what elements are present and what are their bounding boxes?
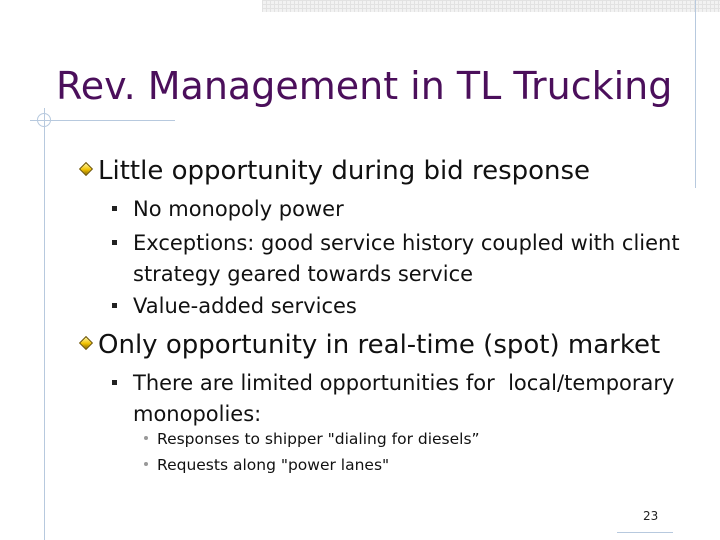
diamond-bullet-icon [80, 163, 92, 175]
title-underline [30, 120, 175, 121]
sub-list-item-text: Requests along "power lanes" [157, 456, 390, 474]
header-grid-decoration [262, 0, 720, 12]
sub-list-item [144, 454, 389, 476]
bullet-section-1 [80, 155, 590, 187]
bullet-section-2-text: Only opportunity in real-time (spot) market [98, 330, 661, 360]
left-divider-line [44, 108, 45, 540]
diamond-bullet-icon [80, 337, 92, 349]
dot-bullet-icon [144, 436, 148, 440]
sub-list-item-text: Responses to shipper "dialing for diesels” [157, 430, 480, 448]
square-bullet-icon [112, 303, 117, 308]
list-item-text: Exceptions: good service history coupled with client strategy geared towards service [133, 231, 680, 286]
square-bullet-icon [112, 240, 117, 245]
square-bullet-icon [112, 380, 117, 385]
slide-title: Rev. Management in TL Trucking [56, 64, 673, 108]
bullet-section-1-text: Little opportunity during bid response [98, 156, 591, 186]
page-number: 23 [643, 509, 659, 523]
square-bullet-icon [112, 206, 117, 211]
page-number-underline [617, 532, 673, 533]
list-item-text: There are limited opportunities for local/temporary monopolies: [133, 371, 682, 426]
list-item-text: Value-added services [133, 294, 357, 318]
dot-bullet-icon [144, 462, 148, 466]
crosshair-decoration [37, 113, 51, 127]
sub-list-item [144, 428, 480, 450]
bullet-section-2 [80, 329, 660, 361]
right-divider-line [695, 0, 696, 188]
list-item-text: No monopoly power [133, 197, 344, 221]
